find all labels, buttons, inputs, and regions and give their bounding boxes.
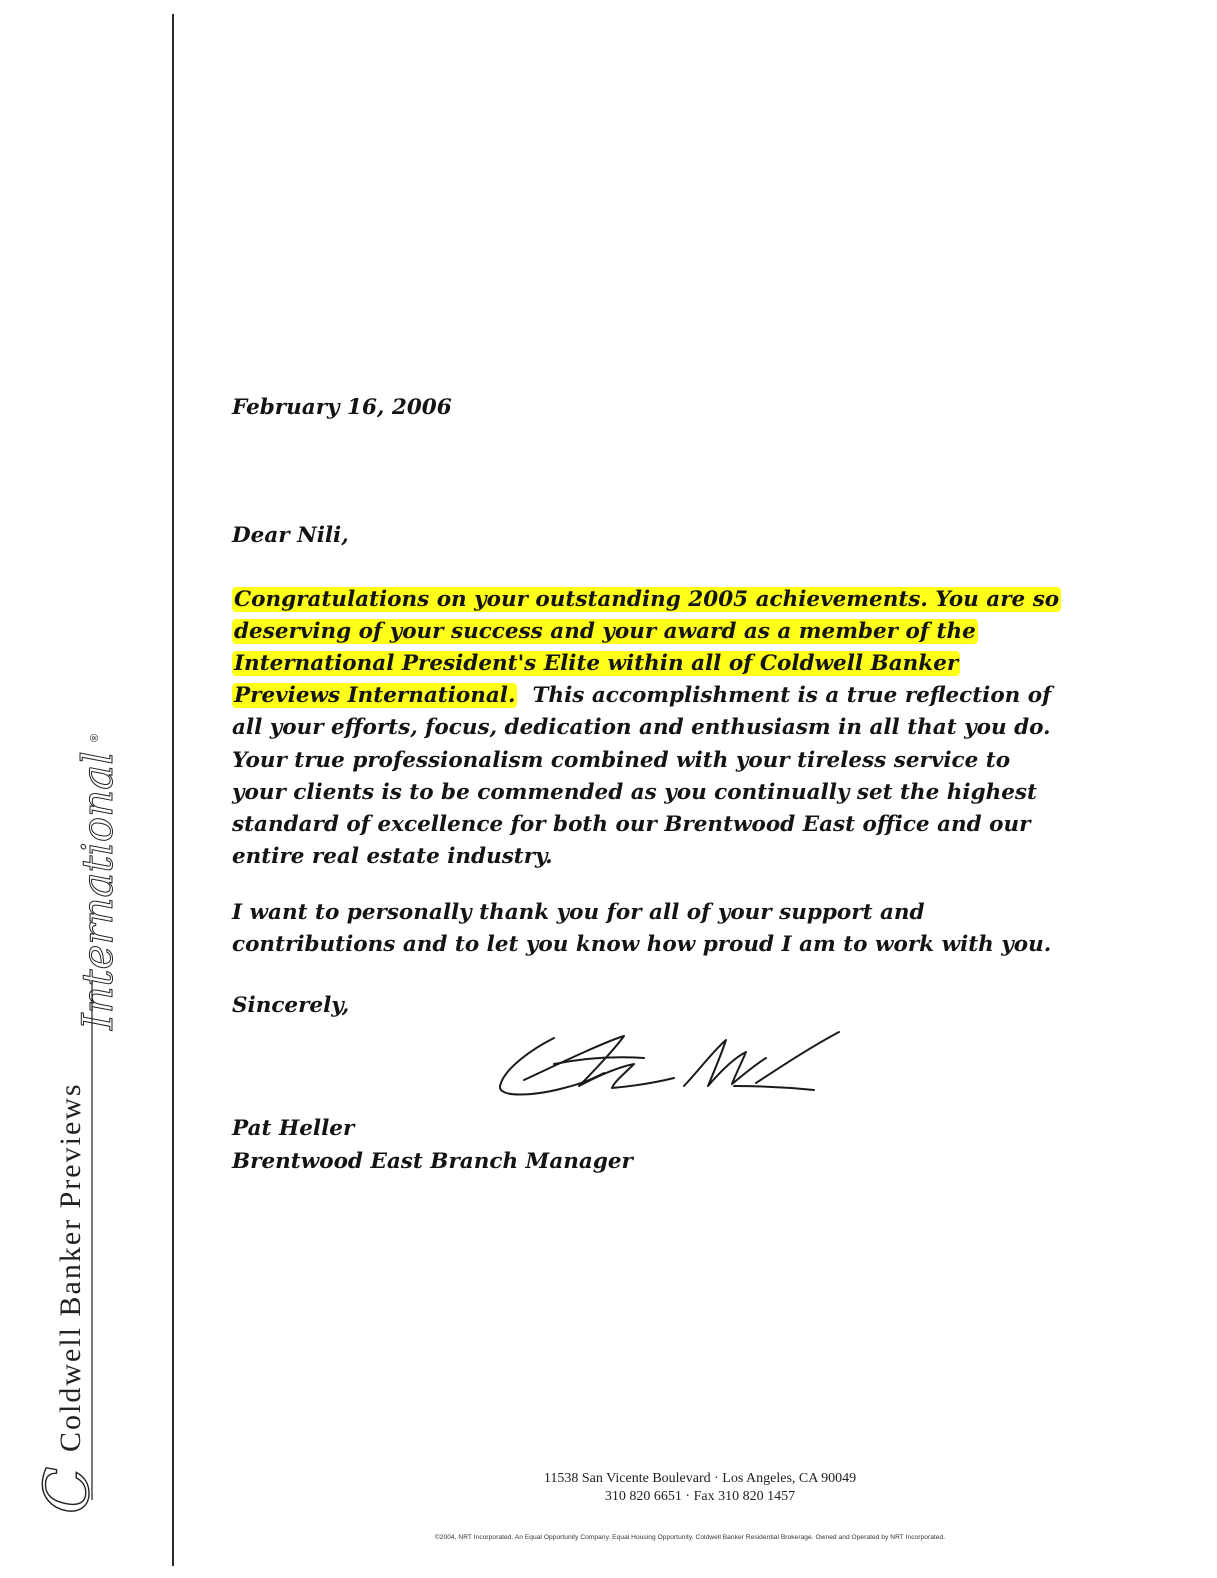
brand-logo <box>0 0 172 1578</box>
paragraph-thanks: I want to personally thank you for all of your support and contributions and to let you know how proud I am to work with you. <box>232 900 1052 957</box>
legal-notice: ©2004, NRT Incorporated. An Equal Opportunity Company. Equal Housing Opportunity. Coldwell Banker Residential Brokerage. Owned and Operated by NRT Incorporated. <box>434 1534 946 1541</box>
registered-mark: ® <box>89 733 101 742</box>
office-address <box>450 1470 950 1506</box>
brand-initial-glyph: C <box>30 1466 103 1514</box>
highlighted-text: Congratulations on your outstanding 2005 achievements. You are so deserving of your success and your award as a member of the International President's Elite within all of Coldwell Banker Previews International. <box>234 587 1060 708</box>
paragraph-continuation: This accomplishment is a true reflection of all your efforts, focus, dedication and enthusiasm in all that you do. <box>232 683 1052 740</box>
margin-rule <box>172 14 174 1566</box>
handwritten-signature <box>494 1028 854 1108</box>
letter-date: February 16, 2006 <box>232 395 452 420</box>
address-line: 11538 San Vicente Boulevard · Los Angeles, CA 90049 <box>543 1471 857 1486</box>
salutation: Dear Nili, <box>232 523 349 548</box>
paragraph-congratulations <box>232 584 1062 744</box>
brand-script-text: International <box>73 751 122 1030</box>
brand-name-text: Coldwell Banker Previews <box>54 1082 87 1452</box>
phone-fax-line: 310 820 6651 · Fax 310 820 1457 <box>604 1489 796 1504</box>
paragraph-professionalism: Your true professionalism combined with your tireless service to your clients is to be commended as you continually set the highest standard of excellence for both our Brentwood East office and our entire real estate industry. <box>232 748 1037 869</box>
signer-title: Brentwood East Branch Manager <box>232 1149 633 1174</box>
signer-name: Pat Heller <box>232 1116 355 1141</box>
closing: Sincerely, <box>232 993 350 1018</box>
